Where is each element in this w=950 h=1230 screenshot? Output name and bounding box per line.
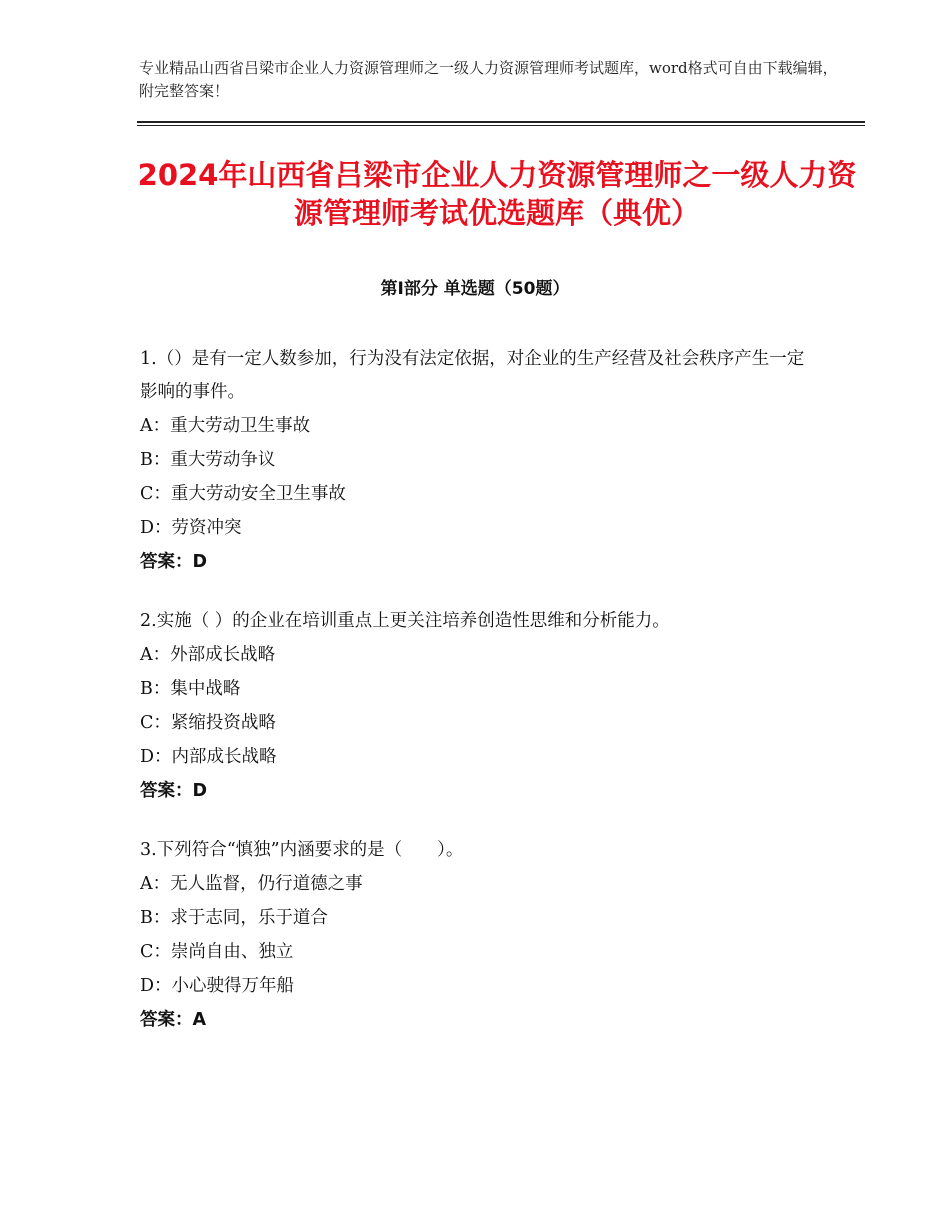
option-a: A：外部成长战略 bbox=[140, 645, 276, 665]
option-d: D：小心驶得万年船 bbox=[140, 976, 295, 996]
answer-key: 答案：D bbox=[140, 552, 208, 572]
option-d: D：劳资冲突 bbox=[140, 518, 242, 538]
option-c: C：重大劳动安全卫生事故 bbox=[140, 484, 346, 504]
question-list bbox=[140, 343, 820, 1063]
option-c: C：紧缩投资战略 bbox=[140, 713, 276, 733]
option-a: A：重大劳动卫生事故 bbox=[140, 416, 311, 436]
question-stem: 2.实施（ ）的企业在培训重点上更关注培养创造性思维和分析能力。 bbox=[140, 611, 670, 631]
header-note: 专业精品山西省吕梁市企业人力资源管理师之一级人力资源管理师考试题库，word格式可自由下载编辑，附完整答案！ bbox=[139, 59, 838, 100]
option-c: C：崇尚自由、独立 bbox=[140, 942, 294, 962]
question-stem: 1.（）是有一定人数参加，行为没有法定依据，对企业的生产经营及社会秩序产生一定影响的事件。 bbox=[140, 349, 805, 402]
option-b: B：集中战略 bbox=[140, 679, 241, 699]
option-b: B：重大劳动争议 bbox=[140, 450, 276, 470]
document-title: 2024年山西省吕梁市企业人力资源管理师之一级人力资源管理师考试优选题库（典优） bbox=[137, 158, 857, 230]
option-b: B：求于志同，乐于道合 bbox=[140, 908, 328, 928]
question-3 bbox=[140, 834, 820, 1037]
option-d: D：内部成长战略 bbox=[140, 747, 277, 767]
question-2 bbox=[140, 605, 820, 808]
question-stem: 3.下列符合“慎独”内涵要求的是（ ）。 bbox=[140, 840, 464, 860]
answer-key: 答案：D bbox=[140, 781, 208, 801]
header-rule-thick bbox=[137, 121, 865, 123]
section-heading: 第Ⅰ部分 单选题（50题） bbox=[380, 279, 570, 299]
question-1 bbox=[140, 343, 820, 579]
header-rule-thin bbox=[137, 125, 865, 126]
answer-key: 答案：A bbox=[140, 1010, 207, 1030]
option-a: A：无人监督，仍行道德之事 bbox=[140, 874, 363, 894]
